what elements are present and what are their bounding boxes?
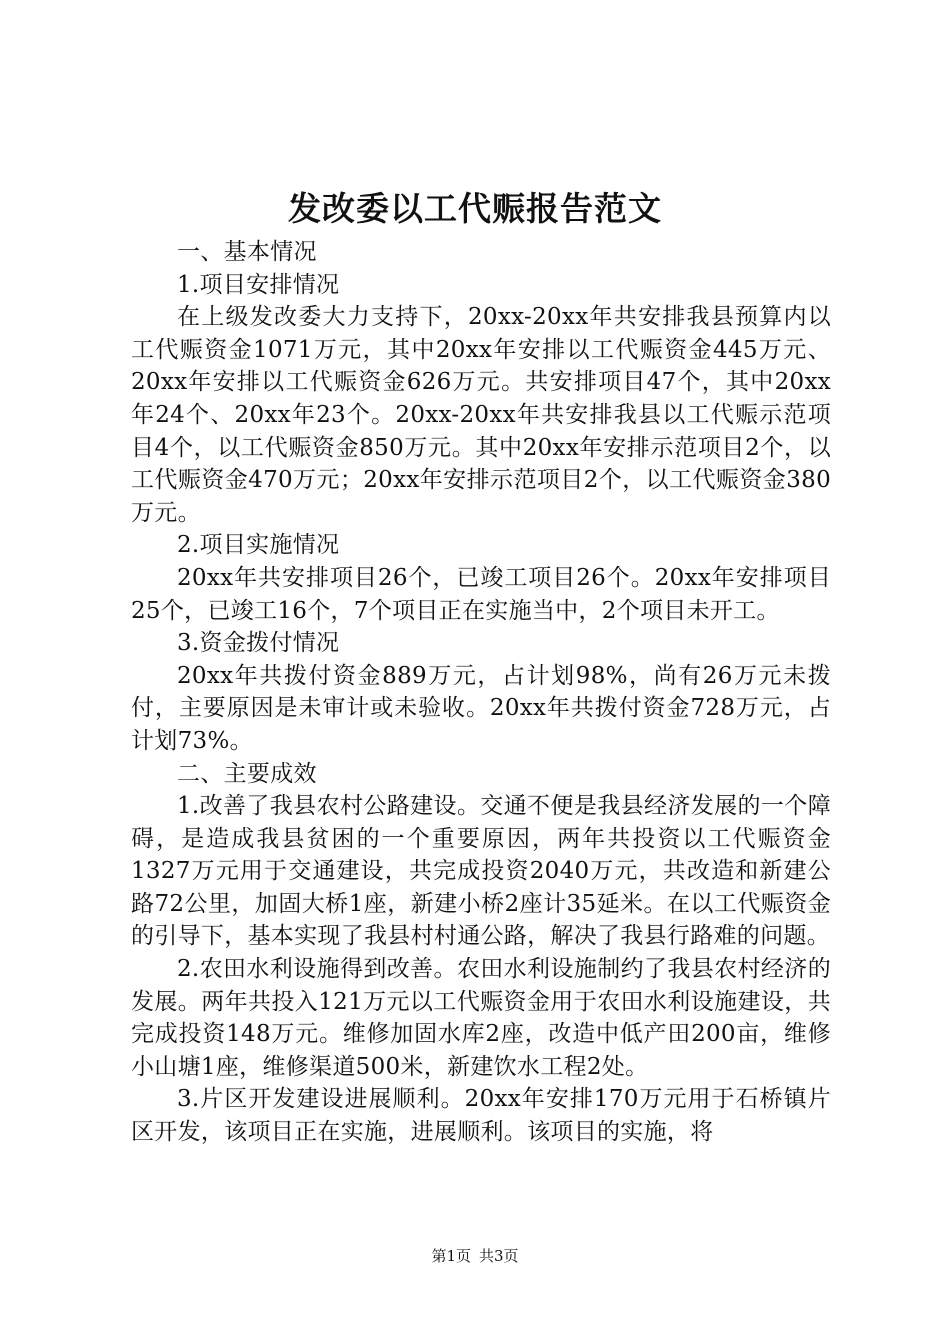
subheading-project-implementation: 2.项目实施情况 <box>177 532 340 559</box>
paragraph-water-conservancy: 2.农田水利设施得到改善。农田水利设施制约了我县农村经济的发展。两年共投入121万元以工代赈资金用于农田水利设施建设，共完成投资148万元。维修加固水库2座，改造中低产田200亩，维修小山塘1座，维修渠道500米，新建饮水工程2处。 <box>131 956 831 1080</box>
section-heading-main-results: 二、主要成效 <box>177 760 317 787</box>
paragraph-area-development: 3.片区开发建设进展顺利。20xx年安排170万元用于石桥镇片区开发，该项目正在实施，进展顺利。该项目的实施，将 <box>131 1086 831 1146</box>
paragraph-fund-allocation: 20xx年共拨付资金889万元，占计划98%，尚有26万元未拨付，主要原因是未审计或未验收。20xx年共拨付资金728万元，占计划73%。 <box>131 662 831 754</box>
page-total: 共3页 <box>479 1247 519 1265</box>
section-heading-basic-situation: 一、基本情况 <box>177 239 317 265</box>
page-number: 第1页 <box>431 1247 471 1265</box>
paragraph-project-implementation: 20xx年共安排项目26个，已竣工项目26个。20xx年安排项目25个，已竣工16个，7个项目正在实施当中，2个项目未开工。 <box>131 564 831 624</box>
subheading-fund-allocation: 3.资金拨付情况 <box>177 630 340 657</box>
document-title: 发改委以工代赈报告范文 <box>288 189 662 228</box>
paragraph-road-construction: 1.改善了我县农村公路建设。交通不便是我县经济发展的一个障碍，是造成我县贫困的一个重要原因，两年共投资以工代赈资金1327万元用于交通建设，共完成投资2040万元，共改造和新建公路72公里，加固大桥1座，新建小桥2座计35延米。在以工代赈资金的引导下，基本实现了我县村村通公路，解决了我县行路难的问题。 <box>131 793 831 950</box>
document-body <box>131 236 831 1149</box>
page-footer <box>0 1246 950 1266</box>
paragraph-project-arrangement: 在上级发改委大力支持下，20xx-20xx年共安排我县预算内以工代赈资金1071万元，其中20xx年安排以工代赈资金445万元、20xx年安排以工代赈资金626万元。共安排项目47个，其中20xx年24个、20xx年23个。20xx-20xx年共安排我县以工代赈示范项目4个，以工代赈资金850万元。其中20xx年安排示范项目2个，以工代赈资金470万元；20xx年安排示范项目2个，以工代赈资金380万元。 <box>131 304 831 526</box>
subheading-project-arrangement: 1.项目安排情况 <box>177 271 340 298</box>
